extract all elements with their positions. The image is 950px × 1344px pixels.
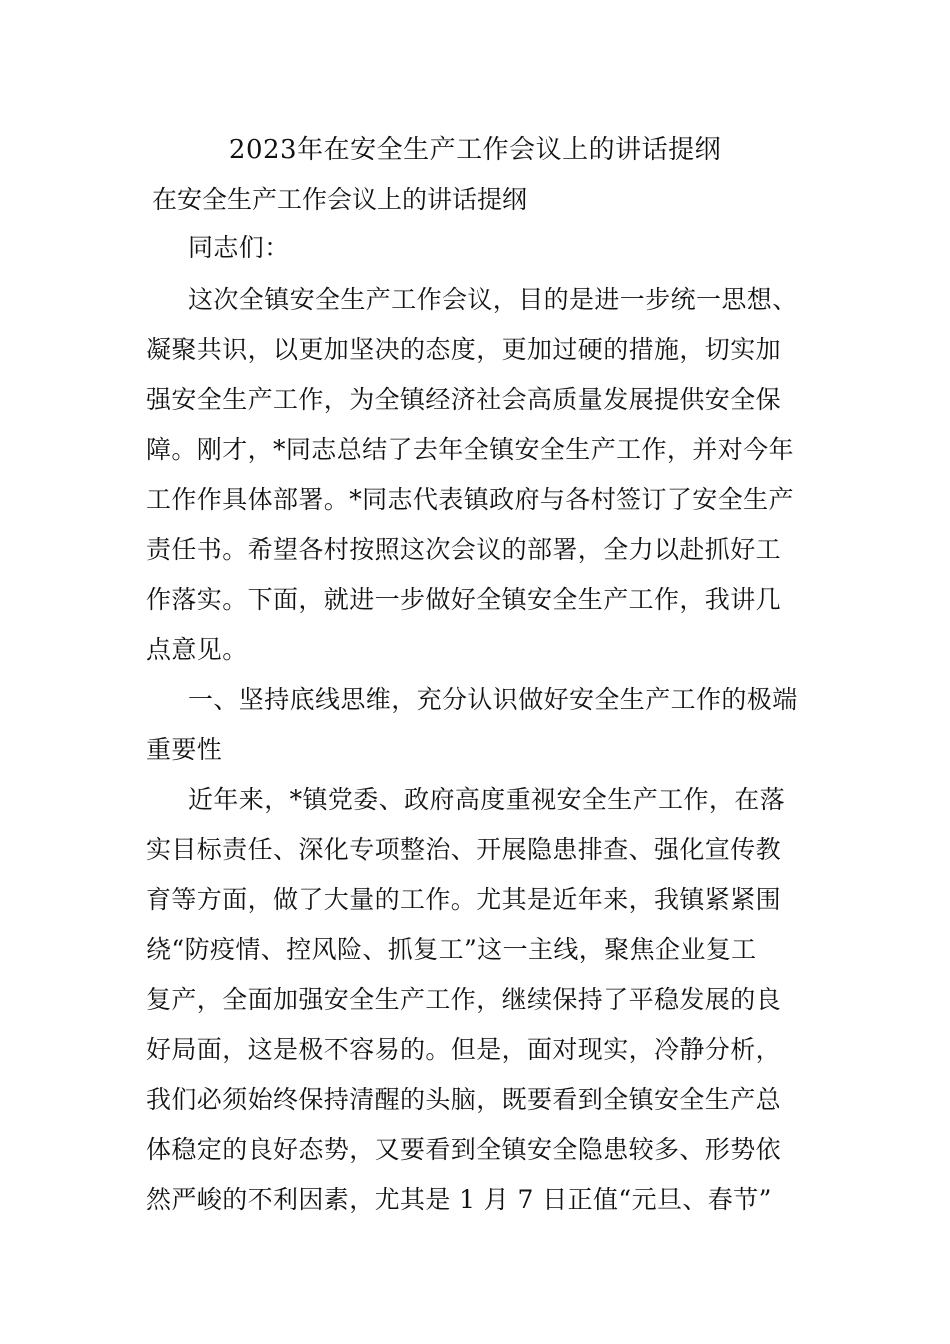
paragraph-line: 实目标责任、深化专项整治、开展隐患排查、强化宣传教 xyxy=(146,835,782,864)
paragraph-line: 凝聚共识，以更加坚决的态度，更加过硬的措施，切实加 xyxy=(146,335,782,364)
document-title: 2023年在安全生产工作会议上的讲话提纲 xyxy=(228,135,722,165)
paragraph-line: 好局面，这是极不容易的。但是，面对现实，冷静分析， xyxy=(146,1035,782,1064)
greeting: 同志们： xyxy=(188,233,290,262)
paragraph-line: 这次全镇安全生产工作会议，目的是进一步统一思想、 xyxy=(188,285,798,314)
section-heading-line: 一、坚持底线思维，充分认识做好安全生产工作的极端 xyxy=(188,685,798,714)
paragraph-line: 体稳定的良好态势，又要看到全镇安全隐患较多、形势依 xyxy=(146,1135,782,1164)
paragraph-line: 工作作具体部署。*同志代表镇政府与各村签订了安全生产 xyxy=(146,485,794,514)
paragraph-line: 责任书。希望各村按照这次会议的部署，全力以赴抓好工 xyxy=(146,535,782,564)
paragraph-line: 近年来，*镇党委、政府高度重视安全生产工作，在落 xyxy=(188,785,786,814)
paragraph-line: 强安全生产工作，为全镇经济社会高质量发展提供安全保 xyxy=(146,385,782,414)
section-heading-line: 重要性 xyxy=(146,735,223,764)
paragraph-line: 点意见。 xyxy=(146,635,248,664)
document-subtitle: 在安全生产工作会议上的讲话提纲 xyxy=(152,185,528,214)
paragraph-line: 然严峻的不利因素，尤其是 1 月 7 日正值“元旦、春节” xyxy=(146,1185,772,1214)
paragraph-line: 育等方面，做了大量的工作。尤其是近年来，我镇紧紧围 xyxy=(146,885,782,914)
paragraph-line: 我们必须始终保持清醒的头脑，既要看到全镇安全生产总 xyxy=(146,1085,782,1114)
paragraph-line: 障。刚才，*同志总结了去年全镇安全生产工作，并对今年 xyxy=(146,435,794,464)
paragraph-line: 绕“防疫情、控风险、抓复工”这一主线，聚焦企业复工 xyxy=(146,935,757,964)
paragraph-line: 作落实。下面，就进一步做好全镇安全生产工作，我讲几 xyxy=(146,585,782,614)
paragraph-line: 复产，全面加强安全生产工作，继续保持了平稳发展的良 xyxy=(146,985,782,1014)
